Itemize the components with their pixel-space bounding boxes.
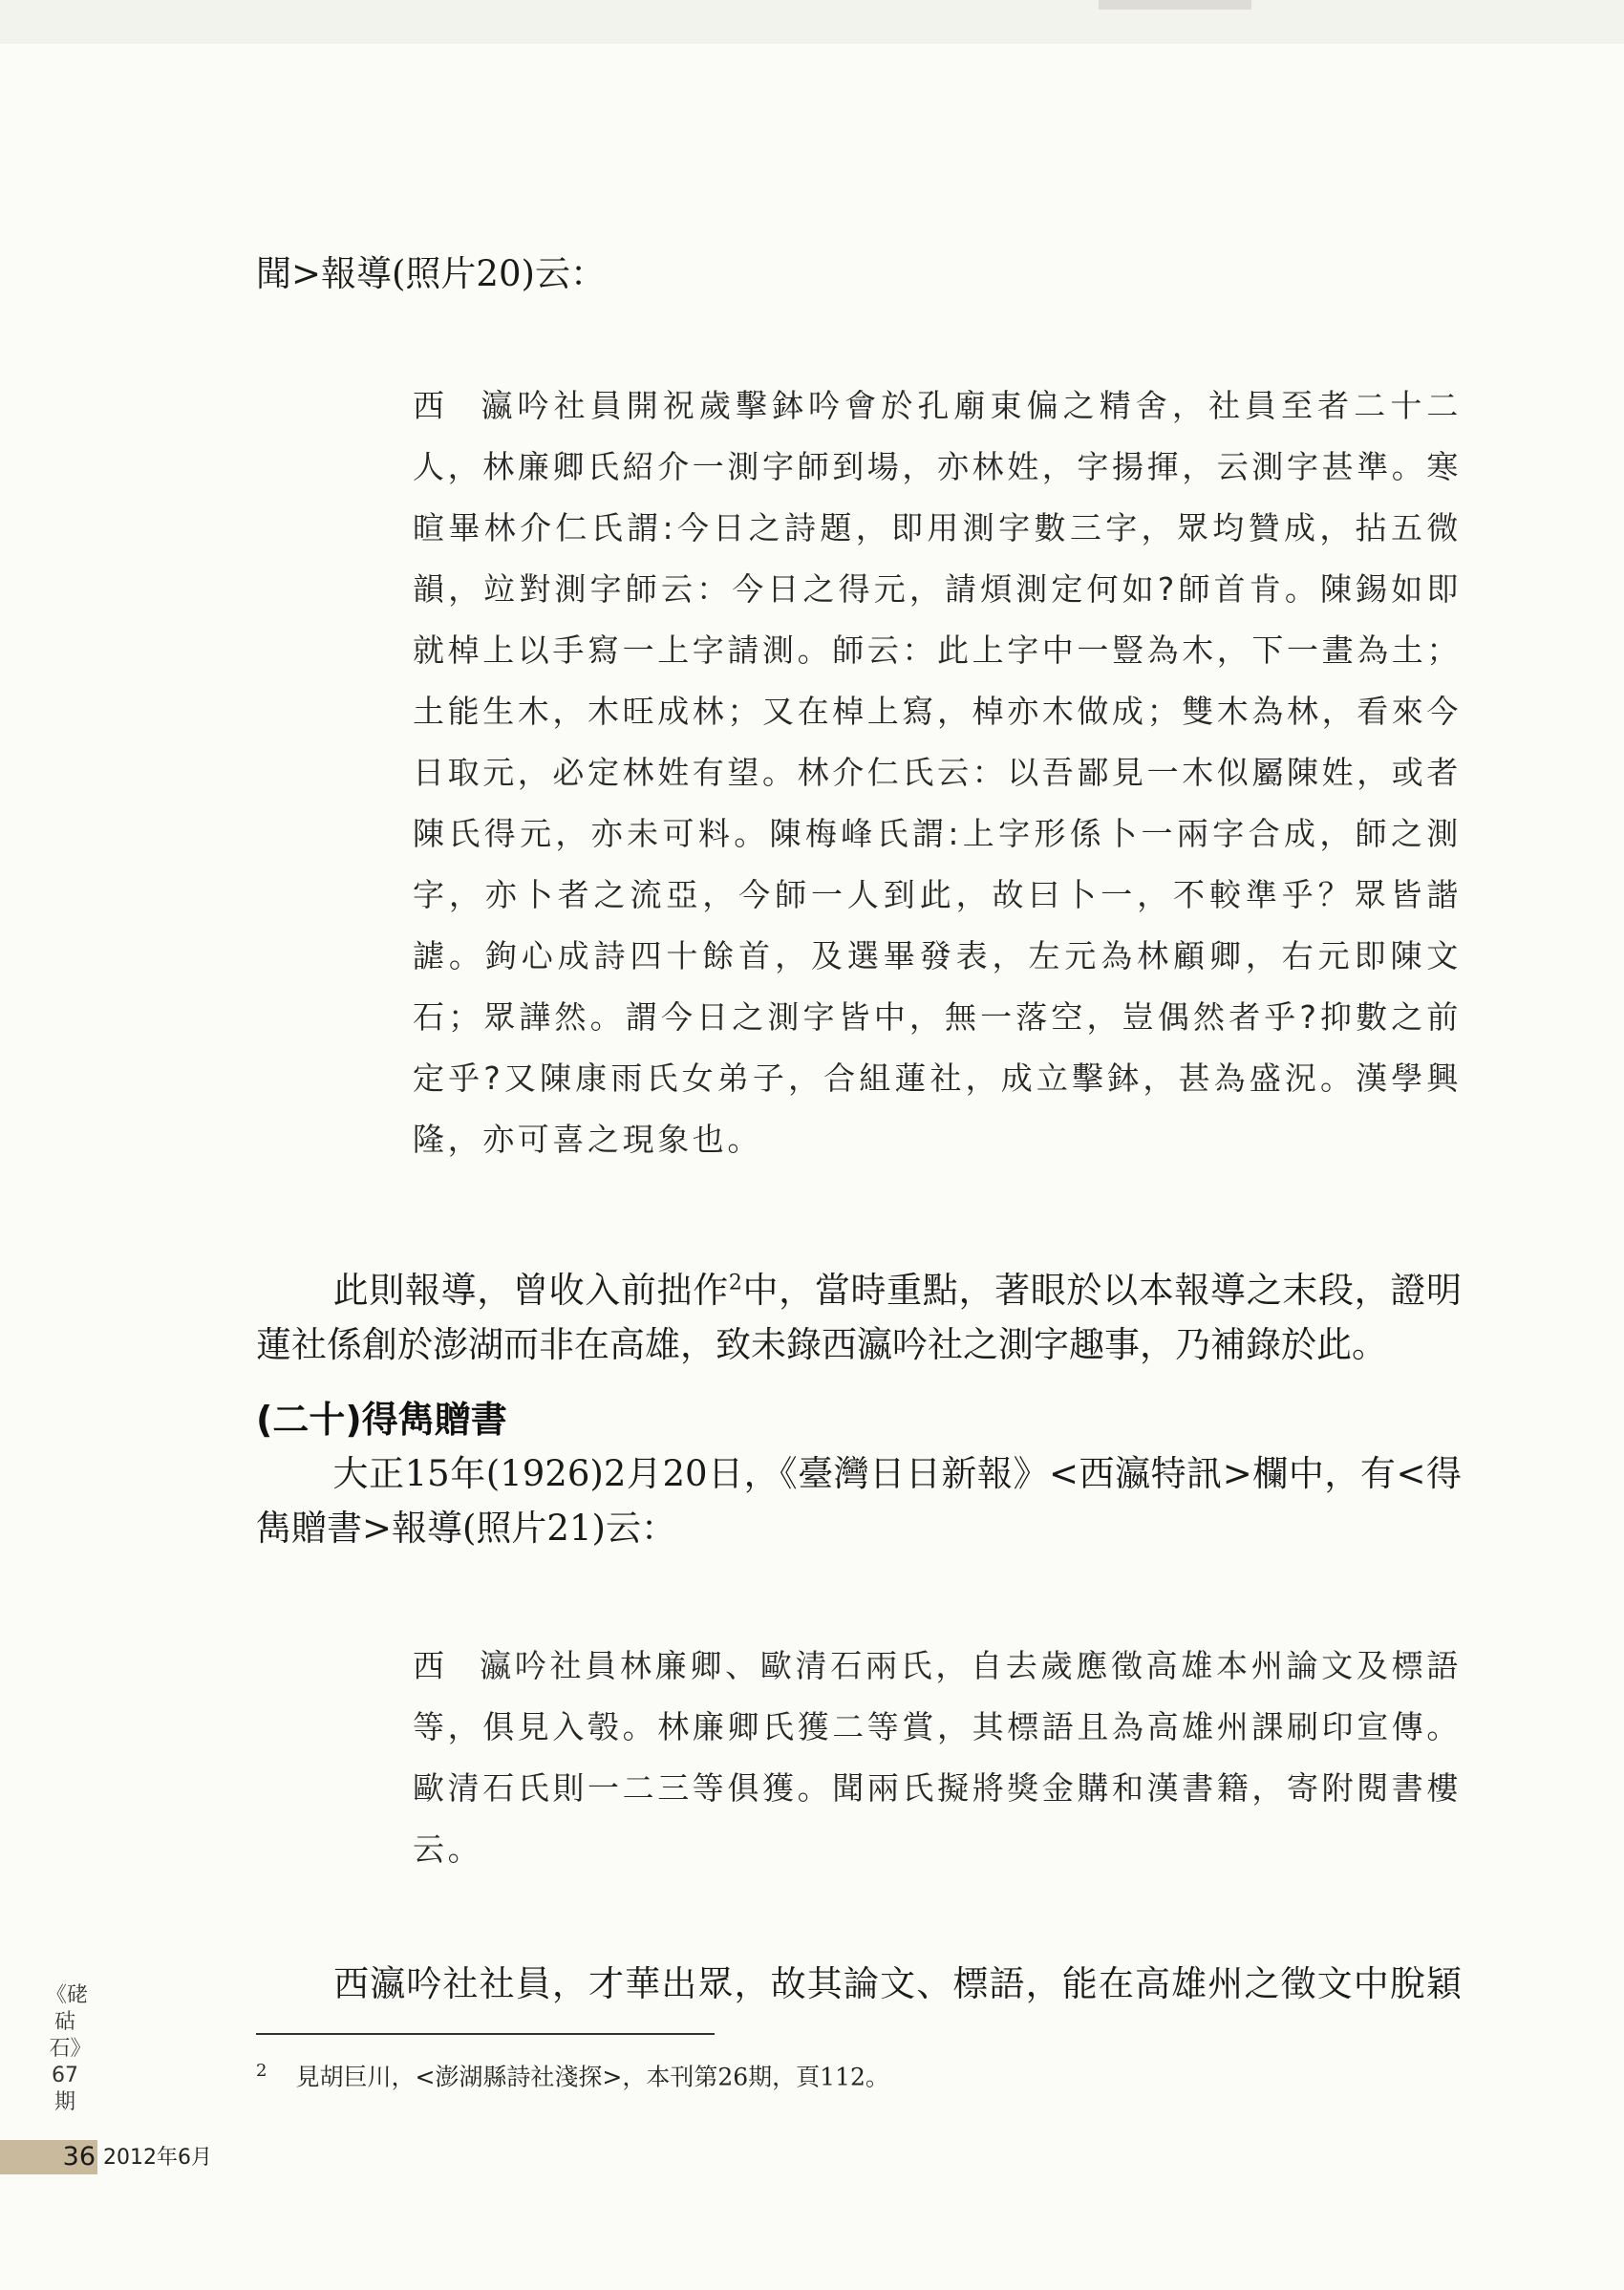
footnote-divider bbox=[256, 2033, 715, 2035]
quote-2-text: 瀛吟社員林廉卿、歐清石兩氏，自去歲應徵高雄本州論文及標語等，俱見入彀。林廉卿氏獲二等賞，其標語且為高雄州課刷印宣傳。歐清石氏則一二三等俱獲。聞兩氏擬將獎金購和漢書籍，寄附閱書樓云。 bbox=[413, 1647, 1462, 1868]
paragraph-3 bbox=[256, 1957, 1462, 2011]
quote-1-text: 瀛吟社員開祝歲擊鉢吟會於孔廟東偏之精舍，社員至者二十二人，林廉卿氏紹介一測字師到場，亦林姓，字揚揮，云測字甚準。寒暄畢林介仁氏謂:今日之詩題，即用測字數三字，眾均贊成，拈五微韻，竝對測字師云：今日之得元，請煩測定何如?師首肯。陳錫如即就棹上以手寫一上字請測。師云：此上字中一豎為木，下一畫為土；土能生木，木旺成林；又在棹上寫，棹亦木做成；雙木為林，看來今日取元，必定林姓有望。林介仁氏云：以吾鄙見一木似屬陳姓，或者陳氏得元，亦未可料。陳梅峰氏謂:上字形係卜一兩字合成，師之測字，亦卜者之流亞，今師一人到此，故曰卜一，不較準乎？眾皆諧謔。鉤心成詩四十餘首，及選畢發表，左元為林顧卿，右元即陳文石；眾譁然。謂今日之測字皆中，無一落空，豈偶然者乎?抑數之前定乎?又陳康雨氏女弟子，合組蓮社，成立擊鉢，甚為盛況。漢學興隆，亦可喜之現象也。 bbox=[413, 387, 1462, 1158]
paragraph-2-text: 大正15年(1926)2月20日，《臺灣日日新報》<西瀛特訊>欄中，有<得雋贈書>報導(照片21)云： bbox=[256, 1453, 1462, 1549]
paragraph-3-text: 西瀛吟社社員，才華出眾，故其論文、標語，能在高雄州之徵文中脫穎 bbox=[332, 1963, 1462, 2004]
scan-artifact bbox=[1099, 0, 1251, 10]
footnote-ref: 2 bbox=[728, 1271, 742, 1295]
footnote-number: 2 bbox=[256, 2061, 267, 2081]
section-heading: (二十)得雋贈書 bbox=[256, 1399, 507, 1441]
paragraph-1 bbox=[256, 1263, 1462, 1372]
footnote bbox=[256, 2052, 889, 2096]
journal-title-vertical: 《硓𥑮石》67期 bbox=[46, 1983, 89, 2114]
paragraph-1-text-a: 此則報導，曾收入前拙作 bbox=[332, 1270, 729, 1311]
footnote-text: 見胡巨川，<澎湖縣詩社淺探>，本刊第26期，頁112。 bbox=[295, 2063, 889, 2091]
paragraph-1-text-b: 中，當時重點，著眼於以本報導之末段，證明蓮社係創於澎湖而非在高雄，致未錄西瀛吟社之測字趣事，乃補錄於此。 bbox=[256, 1270, 1462, 1365]
paragraph-2 bbox=[256, 1446, 1462, 1555]
quote-1-first-char: 西 bbox=[413, 387, 448, 424]
intro-line: 聞>報導(照片20)云： bbox=[256, 253, 606, 294]
scan-top-strip bbox=[0, 0, 1624, 44]
quote-block-2 bbox=[413, 1636, 1462, 1880]
page-number: 36 bbox=[0, 2140, 97, 2174]
issue-date: 2012年6月 bbox=[103, 2146, 212, 2170]
quote-block-1 bbox=[413, 375, 1462, 1170]
quote-2-first-char: 西 bbox=[413, 1647, 448, 1684]
